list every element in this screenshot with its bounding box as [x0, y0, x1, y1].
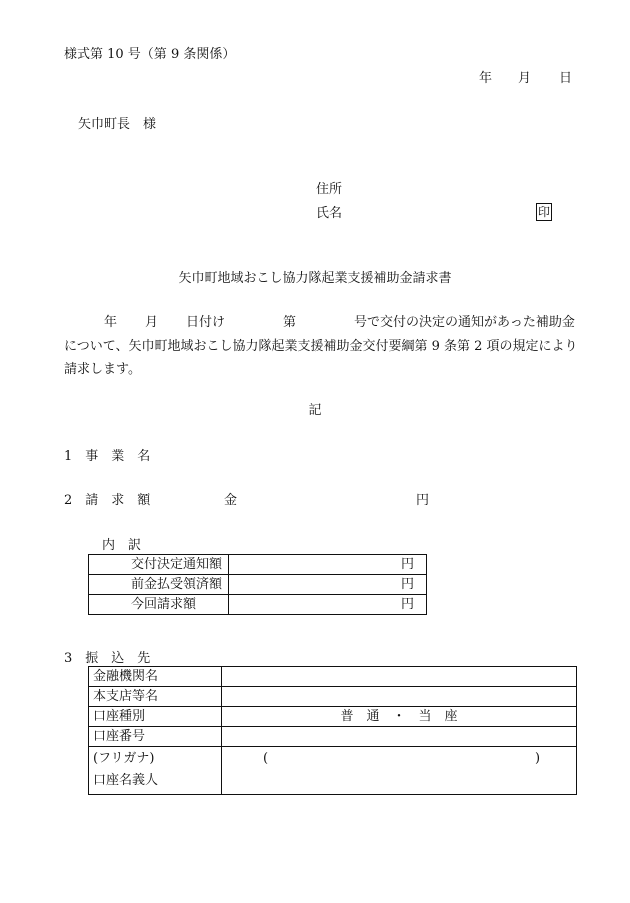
table-row: [89, 595, 427, 615]
account-number-label: 口座番号: [89, 727, 222, 747]
kin-label: 金: [224, 493, 238, 508]
branch-label: 本支店等名: [89, 687, 222, 707]
furigana-label: (フリガナ): [93, 751, 155, 766]
breakdown-label: 今回請求額: [89, 595, 229, 615]
body-line2: について、矢巾町地域おこし協力隊起業支援補助金交付要綱第 9 条第 2 項の規定により: [64, 339, 578, 354]
breakdown-unit: 円: [229, 595, 427, 615]
paren-close: ): [535, 751, 541, 766]
table-row: [89, 575, 427, 595]
breakdown-heading: 内 訳: [102, 538, 142, 553]
ki-label: 記: [308, 403, 322, 418]
breakdown-table: [88, 554, 427, 615]
branch-field[interactable]: [222, 687, 577, 707]
account-holder-field[interactable]: [222, 747, 577, 795]
transfer-table: [88, 666, 577, 795]
form-number: 様式第 10 号（第 9 条関係）: [64, 47, 236, 62]
bank-name-field[interactable]: [222, 667, 577, 687]
breakdown-unit: 円: [229, 575, 427, 595]
yen-label: 円: [416, 493, 430, 508]
paren-open: (: [263, 751, 269, 766]
table-row: [89, 687, 577, 707]
account-type-field[interactable]: 普 通 ・ 当 座: [222, 707, 577, 727]
document-title: 矢巾町地域おこし協力隊起業支援補助金請求書: [178, 271, 452, 286]
holder-label: 口座名義人: [93, 773, 159, 788]
breakdown-label: 交付決定通知額: [89, 555, 229, 575]
date-day-label: 日: [559, 71, 573, 86]
seal-text: 印: [538, 205, 551, 219]
date-year-label: 年: [479, 71, 493, 86]
transfer-heading: 3 振 込 先: [64, 651, 151, 666]
body-line3: 請求します。: [64, 362, 141, 377]
table-row: [89, 555, 427, 575]
breakdown-unit: 円: [229, 555, 427, 575]
body-day: 日付け: [186, 315, 226, 330]
account-number-field[interactable]: [222, 727, 577, 747]
seal-mark: [536, 203, 552, 221]
table-row: [89, 667, 577, 687]
table-row: [89, 747, 577, 795]
table-row: [89, 707, 577, 727]
account-type-label: 口座種別: [89, 707, 222, 727]
body-year: 年: [104, 315, 118, 330]
account-holder-label: [89, 747, 222, 795]
addressee: 矢巾町長 様: [78, 117, 157, 132]
item-claim-amount: 2 請 求 額: [64, 493, 151, 508]
name-label: 氏名: [316, 206, 343, 221]
item-business-name: 1 事 業 名: [64, 449, 151, 464]
breakdown-label: 前金払受領済額: [89, 575, 229, 595]
bank-name-label: 金融機関名: [89, 667, 222, 687]
body-line1-rest: 号で交付の決定の通知があった補助金: [354, 315, 575, 330]
address-label: 住所: [316, 182, 343, 197]
table-row: [89, 727, 577, 747]
body-month: 月: [145, 315, 159, 330]
body-dai: 第: [283, 315, 297, 330]
date-month-label: 月: [518, 71, 532, 86]
